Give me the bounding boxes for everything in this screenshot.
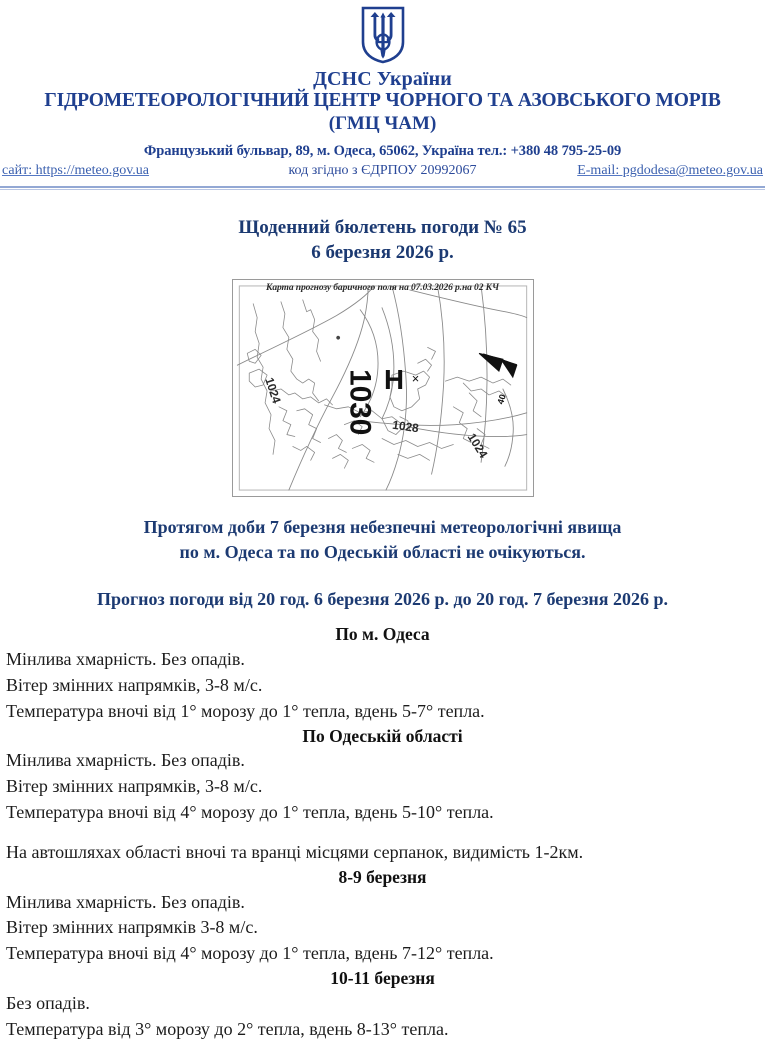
pressure-field-map — [232, 279, 534, 497]
section-heading-10-11-march: 10-11 березня — [330, 968, 435, 989]
section-heading-odesa-city: По м. Одеса — [335, 624, 430, 645]
svg-text:40: 40 — [494, 392, 508, 406]
forecast-line: Вітер змінних напрямків, 3-8 м/с. — [6, 776, 263, 797]
forecast-body — [0, 623, 765, 1042]
forecast-line: Температура вночі від 4° морозу до 1° тепла, вдень 5-10° тепла. — [6, 802, 494, 823]
map-graphic — [233, 280, 533, 496]
edrpou-code: код згідно з ЄДРПОУ 20992067 — [288, 163, 477, 179]
map-isobar-1030 — [343, 369, 376, 435]
forecast-line: Мінлива хмарність. Без опадів. — [6, 750, 245, 771]
contact-row — [0, 163, 765, 185]
ukraine-trident-emblem — [361, 6, 405, 64]
header-divider-thin — [0, 189, 765, 190]
forecast-line: Без опадів. — [6, 992, 90, 1013]
svg-text:1028: 1028 — [390, 417, 420, 436]
svg-text:1024: 1024 — [464, 430, 491, 461]
bulletin-title-line2: 6 березня 2026 р. — [311, 241, 454, 263]
forecast-line: Температура від 3° морозу до 2° тепла, вдень 8-13° тепла. — [6, 1018, 449, 1039]
section-heading-odesa-oblast: По Одеській області — [302, 725, 463, 746]
forecast-line: Температура вночі від 4° морозу до 1° тепла, вдень 7-12° тепла. — [6, 943, 494, 964]
map-caption: Карта прогнозу баричного поля на 07.03.2026 р.на 02 КЧ — [266, 283, 499, 294]
org-name-dsns: ДСНС України — [313, 68, 452, 90]
map-small-marker — [332, 332, 343, 343]
email-link[interactable]: E-mail: pgdodesa@meteo.gov.ua — [577, 163, 763, 179]
map-isobar-1028 — [391, 418, 420, 436]
bulletin-title-line1: Щоденний бюлетень погоди № 65 — [238, 217, 527, 239]
bulletin-title — [0, 216, 765, 265]
website-link[interactable]: сайт: https://meteo.gov.ua — [2, 163, 150, 179]
forecast-period: Прогноз погоди від 20 год. 6 березня 2026 р. до 20 год. 7 березня 2026 р. — [96, 588, 669, 609]
org-address: Французький бульвар, 89, м. Одеса, 65062, Україна тел.: +380 48 795-25-09 — [143, 143, 622, 160]
map-high-center-x: × — [411, 371, 419, 387]
forecast-line: Температура вночі від 1° морозу до 1° тепла, вдень 5-7° тепла. — [6, 700, 485, 721]
forecast-line: Вітер змінних напрямків 3-8 м/с. — [6, 917, 258, 938]
svg-text:1030: 1030 — [342, 369, 376, 436]
road-conditions-note: На автошляхах області вночі та вранці місцями серпанок, видимість 1-2км. — [6, 842, 584, 863]
hazard-warning — [0, 515, 765, 564]
map-isobar-1024-right — [464, 431, 490, 461]
map-high-marker: H — [383, 364, 404, 396]
forecast-line: Мінлива хмарність. Без опадів. — [6, 648, 245, 669]
section-spacer — [6, 826, 759, 840]
document-header — [0, 0, 765, 190]
svg-text:1024: 1024 — [261, 375, 284, 406]
svg-text:●: ● — [331, 332, 343, 343]
hazard-warning-line1: Протягом доби 7 березня небезпечні метеорологічні явища — [143, 517, 622, 538]
hazard-warning-line2: по м. Одеса та по Одеській області не очікуються. — [179, 541, 586, 562]
forecast-line: Вітер змінних напрямків, 3-8 м/с. — [6, 674, 263, 695]
org-abbreviation: (ГМЦ ЧАМ) — [328, 112, 437, 134]
section-heading-8-9-march: 8-9 березня — [338, 866, 427, 887]
forecast-line: Мінлива хмарність. Без опадів. — [6, 891, 245, 912]
org-name-center: ГІДРОМЕТЕОРОЛОГІЧНИЙ ЦЕНТР ЧОРНОГО ТА АЗОВСЬКОГО МОРІВ — [44, 90, 721, 112]
header-divider — [0, 186, 765, 188]
